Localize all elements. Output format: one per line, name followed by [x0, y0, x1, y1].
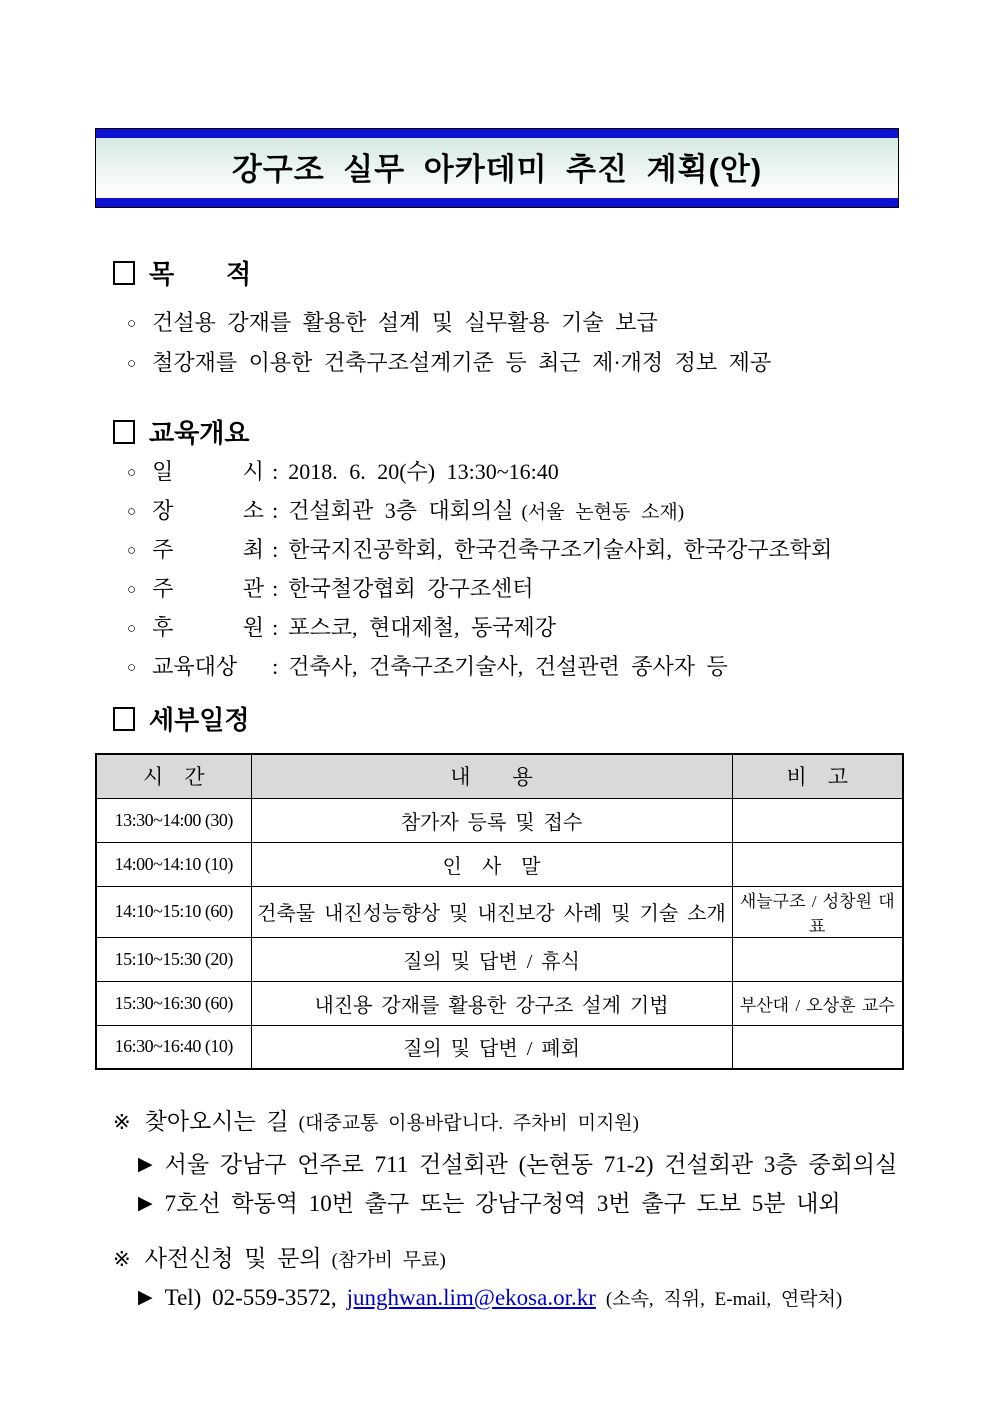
schedule-note — [732, 798, 903, 842]
application-heading-note: (참가비 무료) — [331, 1250, 446, 1271]
purpose-heading — [113, 254, 251, 291]
label-separator: : — [272, 615, 279, 640]
arrow-bullet-icon: ▶ — [138, 1287, 153, 1308]
overview-item-label: 주 최 — [152, 537, 265, 562]
purpose-heading-label: 목 적 — [149, 259, 252, 289]
schedule-content: 내진용 강재를 활용한 강구조 설계 기법 — [251, 981, 732, 1025]
schedule-heading — [113, 700, 249, 737]
reference-mark-icon: ※ — [113, 1247, 131, 1271]
overview-item-label: 주 관 — [152, 576, 265, 601]
overview-item-label: 장 소 — [152, 498, 265, 523]
circle-bullet-icon: ○ — [127, 621, 137, 637]
circle-bullet-icon: ○ — [127, 582, 137, 598]
overview-item-value: 포스코, 현대제철, 동국제강 — [288, 615, 556, 640]
schedule-time: 14:00~14:10 (10) — [96, 842, 251, 886]
schedule-content: 건축물 내진성능향상 및 내진보강 사례 및 기술 소개 — [251, 886, 732, 937]
label-separator: : — [272, 459, 279, 484]
overview-item-value: 한국철강협회 강구조센터 — [288, 576, 534, 601]
directions-item-text: 서울 강남구 언주로 711 건설회관 (논현동 71-2) 건설회관 3층 중회의실 — [164, 1152, 898, 1177]
overview-item-label: 일 시 — [152, 459, 265, 484]
square-outline-icon — [113, 707, 135, 731]
contact-email-note: (소속, 직위, E-mail, 연락처) — [605, 1289, 843, 1310]
title-banner — [95, 128, 899, 208]
column-header-content: 내 용 — [251, 754, 732, 798]
directions-heading-note: (대중교통 이용바랍니다. 주차비 미지원) — [298, 1113, 639, 1134]
schedule-content: 질의 및 답변 / 휴식 — [251, 937, 732, 981]
schedule-note: 새늘구조 / 성창원 대표 — [732, 886, 903, 937]
schedule-heading-label: 세부일정 — [149, 705, 250, 735]
circle-bullet-icon: ○ — [127, 543, 137, 559]
directions-item — [138, 1146, 897, 1179]
purpose-item-text: 건설용 강재를 활용한 설계 및 실무활용 기술 보급 — [152, 310, 658, 335]
schedule-content: 질의 및 답변 / 폐회 — [251, 1025, 732, 1069]
schedule-note: 부산대 / 오상훈 교수 — [732, 981, 903, 1025]
page-title: 강구조 실무 아카데미 추진 계획(안) — [96, 138, 898, 198]
table-row — [96, 981, 903, 1025]
list-item — [127, 572, 832, 611]
column-header-time: 시 간 — [96, 754, 251, 798]
contact-line — [138, 1284, 842, 1311]
list-item — [127, 455, 832, 494]
schedule-content: 인 사 말 — [251, 842, 732, 886]
square-outline-icon — [113, 420, 135, 444]
schedule-table — [95, 753, 904, 1070]
list-item — [127, 611, 832, 650]
list-item — [127, 650, 832, 689]
label-separator: : — [272, 576, 279, 601]
overview-item-note: (서울 논현동 소재) — [521, 502, 685, 523]
application-heading — [113, 1240, 446, 1273]
overview-item-label: 교육대상 — [152, 654, 238, 679]
table-header-row — [96, 754, 903, 798]
column-header-note: 비 고 — [732, 754, 903, 798]
schedule-time: 15:10~15:30 (20) — [96, 937, 251, 981]
overview-list — [127, 455, 832, 689]
arrow-bullet-icon: ▶ — [138, 1154, 153, 1175]
schedule-note — [732, 842, 903, 886]
overview-heading — [113, 413, 249, 450]
schedule-time: 15:30~16:30 (60) — [96, 981, 251, 1025]
overview-item-value: 2018. 6. 20(수) 13:30~16:40 — [288, 459, 559, 484]
reference-mark-icon: ※ — [113, 1110, 131, 1134]
circle-bullet-icon: ○ — [127, 356, 137, 372]
schedule-time: 14:10~15:10 (60) — [96, 886, 251, 937]
banner-bottom-bar — [96, 198, 898, 207]
arrow-bullet-icon: ▶ — [138, 1193, 153, 1214]
list-item — [127, 533, 832, 572]
table-row — [96, 798, 903, 842]
contact-email-link[interactable]: junghwan.lim@ekosa.or.kr — [346, 1285, 596, 1310]
directions-heading-label: 찾아오시는 길 — [144, 1109, 289, 1134]
label-separator: : — [272, 498, 279, 523]
list-item — [127, 306, 771, 346]
overview-item-label: 후 원 — [152, 615, 265, 640]
circle-bullet-icon: ○ — [127, 504, 137, 520]
schedule-content: 참가자 등록 및 접수 — [251, 798, 732, 842]
overview-heading-label: 교육개요 — [149, 418, 250, 448]
table-row — [96, 937, 903, 981]
overview-item-value: 건축사, 건축구조기술사, 건설관련 종사자 등 — [288, 654, 728, 679]
schedule-time: 16:30~16:40 (10) — [96, 1025, 251, 1069]
table-row — [96, 886, 903, 937]
list-item — [127, 494, 832, 533]
table-row — [96, 842, 903, 886]
label-separator: : — [272, 537, 279, 562]
banner-top-bar — [96, 129, 898, 138]
circle-bullet-icon: ○ — [127, 660, 137, 676]
overview-item-value: 건설회관 3층 대회의실 — [288, 498, 514, 523]
directions-item-text: 7호선 학동역 10번 출구 또는 강남구청역 3번 출구 도보 5분 내외 — [164, 1191, 841, 1216]
square-outline-icon — [113, 261, 135, 285]
contact-tel: Tel) 02-559-3572, — [164, 1285, 337, 1310]
overview-item-value: 한국지진공학회, 한국건축구조기술사회, 한국강구조학회 — [288, 537, 833, 562]
schedule-note — [732, 1025, 903, 1069]
directions-heading — [113, 1103, 639, 1136]
purpose-item-text: 철강재를 이용한 건축구조설계기준 등 최근 제·개정 정보 제공 — [152, 350, 772, 375]
application-heading-label: 사전신청 및 문의 — [144, 1246, 322, 1271]
purpose-list — [127, 306, 771, 386]
list-item — [127, 346, 771, 386]
table-row — [96, 1025, 903, 1069]
label-separator: : — [272, 654, 279, 679]
circle-bullet-icon: ○ — [127, 316, 137, 332]
directions-item — [138, 1185, 841, 1218]
schedule-note — [732, 937, 903, 981]
circle-bullet-icon: ○ — [127, 465, 137, 481]
schedule-time: 13:30~14:00 (30) — [96, 798, 251, 842]
